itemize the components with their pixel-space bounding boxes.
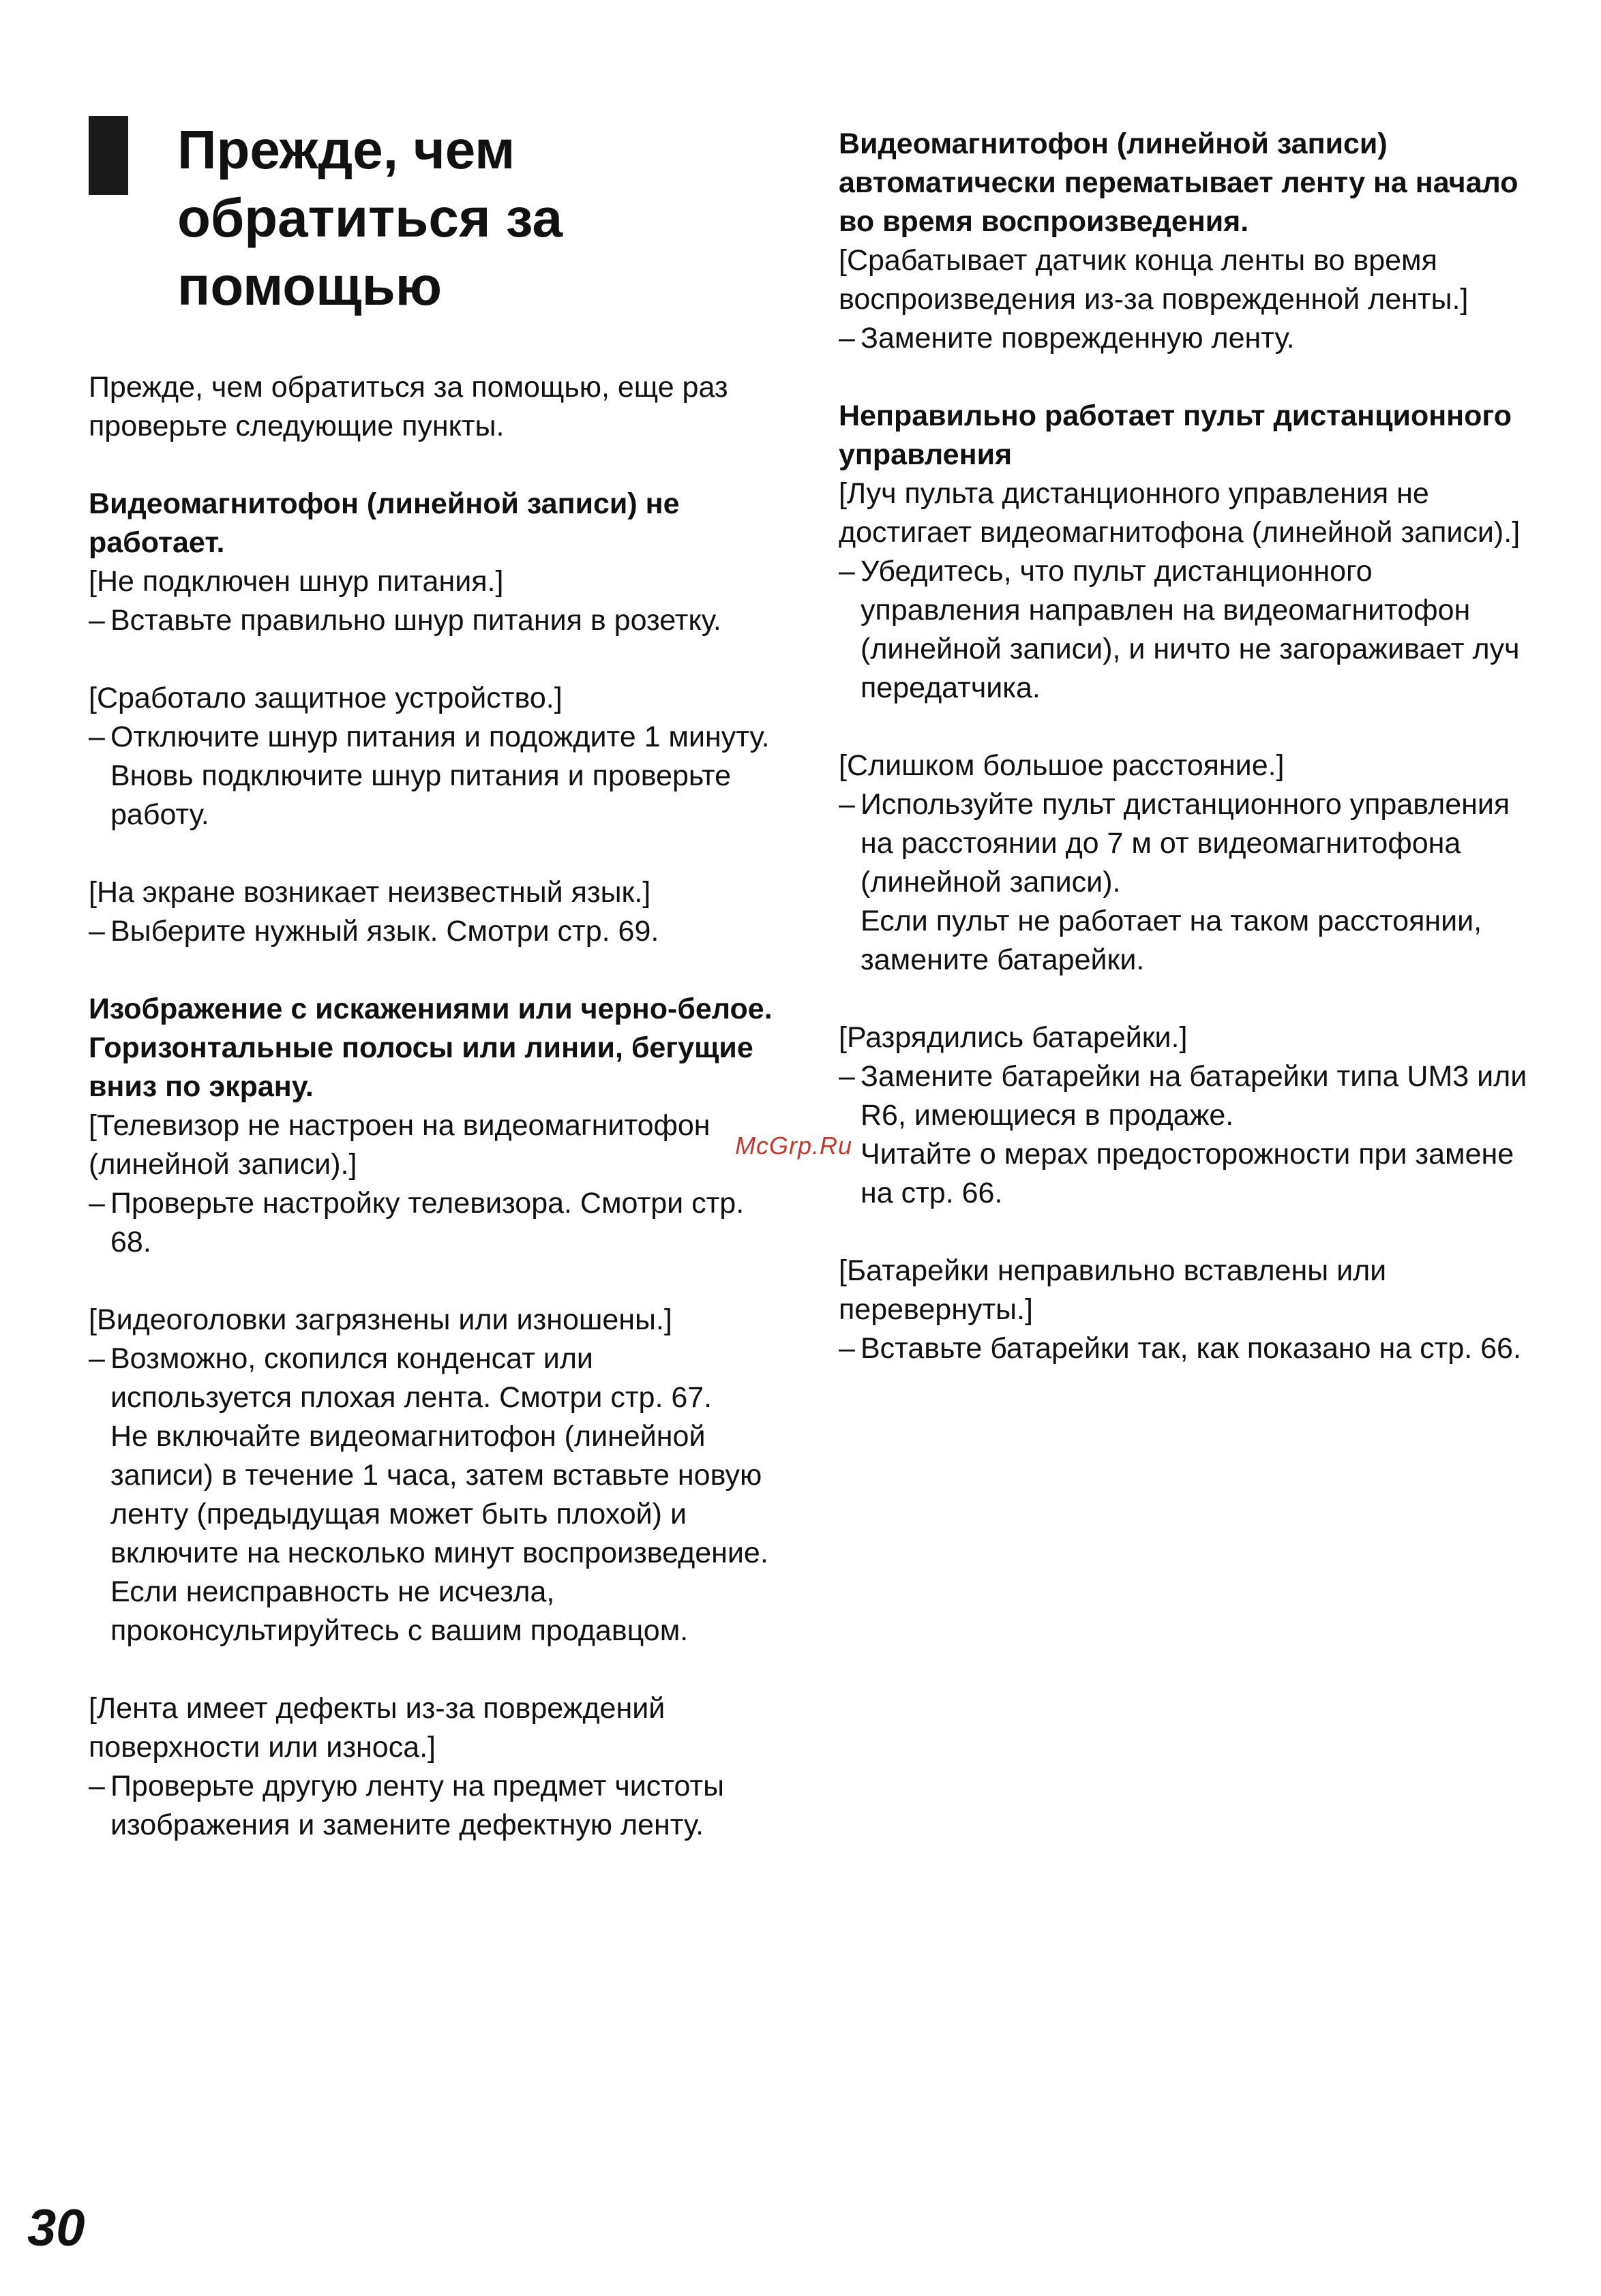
page-title: Прежде, чем обратиться за помощью	[177, 119, 563, 316]
trouble-item	[839, 1252, 1527, 1368]
cause-text: [На экране возникает неизвестный язык.]	[89, 876, 651, 909]
trouble-item	[89, 1301, 777, 1650]
section-heading: Видеомагнитофон (линейной записи) автоматически перематывает ленту на начало во время воспроизведения.	[839, 127, 1518, 238]
cause-text: [Телевизор не настроен на видеомагнитофон (линейной записи).]	[89, 1109, 710, 1181]
remedy-text	[89, 1767, 777, 1845]
cause-text: [Срабатывает датчик конца ленты во время воспроизведения из-за поврежденной ленты.]	[839, 244, 1469, 316]
dash-bullet: –	[89, 604, 105, 637]
remedy-text	[89, 1184, 777, 1262]
remedy-text	[89, 601, 777, 640]
remedy-body: Отключите шнур питания и подождите 1 минуту. Вновь подключите шнур питания и проверьте работу.	[110, 721, 770, 831]
remedy-text	[839, 785, 1527, 902]
page-number: 30	[27, 2199, 85, 2257]
remedy-body: Вставьте правильно шнур питания в розетку.	[110, 604, 721, 637]
watermark: McGrp.Ru	[735, 1132, 853, 1160]
remedy-text	[89, 718, 777, 834]
section-picture-distortion	[89, 990, 777, 1845]
remedy-text	[839, 1057, 1527, 1135]
trouble-item	[89, 1689, 777, 1845]
remedy-text	[839, 1329, 1527, 1368]
right-column	[839, 125, 1527, 1407]
dash-bullet: –	[839, 1060, 855, 1093]
trouble-item	[89, 679, 777, 834]
remedy-note: Не включайте видеомагнитофон (линейной записи) в течение 1 часа, затем вставьте новую ленту (предыдущая может быть плохой) и включите на несколько минут воспроизведение. Если неисправность не исчезла, проконсультируйтесь с вашим продавцом.	[110, 1420, 768, 1647]
section-subheading: Горизонтальные полосы или линии, бегущие вниз по экрану.	[89, 1031, 753, 1103]
remedy-note: Читайте о мерах предосторожности при замене на стр. 66.	[861, 1138, 1514, 1209]
cause-text: [Батарейки неправильно вставлены или перевернуты.]	[839, 1254, 1387, 1326]
cause-text: [Разрядились батарейки.]	[839, 1021, 1188, 1054]
trouble-item	[839, 1018, 1527, 1213]
dash-bullet: –	[89, 915, 105, 948]
cause-text: [Видеоголовки загрязнены или изношены.]	[89, 1303, 672, 1336]
cause-text: [Не подключен шнур питания.]	[89, 565, 504, 598]
trouble-item	[89, 873, 777, 951]
remedy-body: Проверьте другую ленту на предмет чистоты изображения и замените дефектную ленту.	[110, 1770, 725, 1841]
remedy-body: Вставьте батарейки так, как показано на стр. 66.	[861, 1332, 1521, 1365]
remedy-body: Используйте пульт дистанционного управления на расстоянии до 7 м от видеомагнитофона (линейной записи).	[861, 788, 1510, 898]
dash-bullet: –	[839, 322, 855, 354]
section-vcr-not-working	[89, 485, 777, 951]
trouble-item	[839, 474, 1527, 708]
remedy-text	[89, 1340, 777, 1417]
section-heading: Неправильно работает пульт дистанционного управления	[839, 399, 1512, 471]
remedy-text	[839, 319, 1527, 358]
dash-bullet: –	[89, 1770, 105, 1802]
section-remote-control	[839, 397, 1527, 1368]
section-heading: Видеомагнитофон (линейной записи) не работает.	[89, 487, 680, 559]
dash-bullet: –	[839, 555, 855, 588]
cause-text: [Сработало защитное устройство.]	[89, 682, 563, 714]
trouble-item	[839, 746, 1527, 980]
remedy-body: Выберите нужный язык. Смотри стр. 69.	[110, 915, 659, 948]
dash-bullet: –	[839, 1332, 855, 1365]
remedy-body: Убедитесь, что пульт дистанционного управления направлен на видеомагнитофон (линейной записи), и ничто не загораживает луч передатчика.	[861, 555, 1520, 704]
section-auto-rewind	[839, 125, 1527, 358]
intro-text: Прежде, чем обратиться за помощью, еще раз проверьте следующие пункты.	[89, 371, 728, 442]
cause-text: [Слишком большое расстояние.]	[839, 749, 1285, 782]
dash-bullet: –	[839, 788, 855, 821]
section-heading: Изображение с искажениями или черно-белое.	[89, 993, 773, 1025]
dash-bullet: –	[89, 1187, 105, 1220]
remedy-body: Возможно, скопился конденсат или используется плохая лента. Смотри стр. 67.	[110, 1342, 713, 1414]
dash-bullet: –	[89, 1342, 105, 1375]
remedy-text	[839, 552, 1527, 708]
section-marker-bar	[89, 116, 128, 195]
cause-text: [Лента имеет дефекты из-за повреждений поверхности или износа.]	[89, 1692, 665, 1764]
dash-bullet: –	[89, 721, 105, 753]
remedy-body: Проверьте настройку телевизора. Смотри стр. 68.	[110, 1187, 745, 1258]
cause-text: [Луч пульта дистанционного управления не достигает видеомагнитофона (линейной записи).]	[839, 477, 1521, 549]
trouble-item	[89, 562, 777, 640]
remedy-text	[89, 912, 777, 951]
trouble-item	[839, 241, 1527, 358]
remedy-note: Если пульт не работает на таком расстоянии, замените батарейки.	[861, 905, 1482, 976]
trouble-item	[89, 1106, 777, 1262]
left-column	[89, 368, 777, 1884]
remedy-body: Замените батарейки на батарейки типа UM3 или R6, имеющиеся в продаже.	[861, 1060, 1527, 1132]
remedy-body: Замените поврежденную ленту.	[861, 322, 1295, 354]
